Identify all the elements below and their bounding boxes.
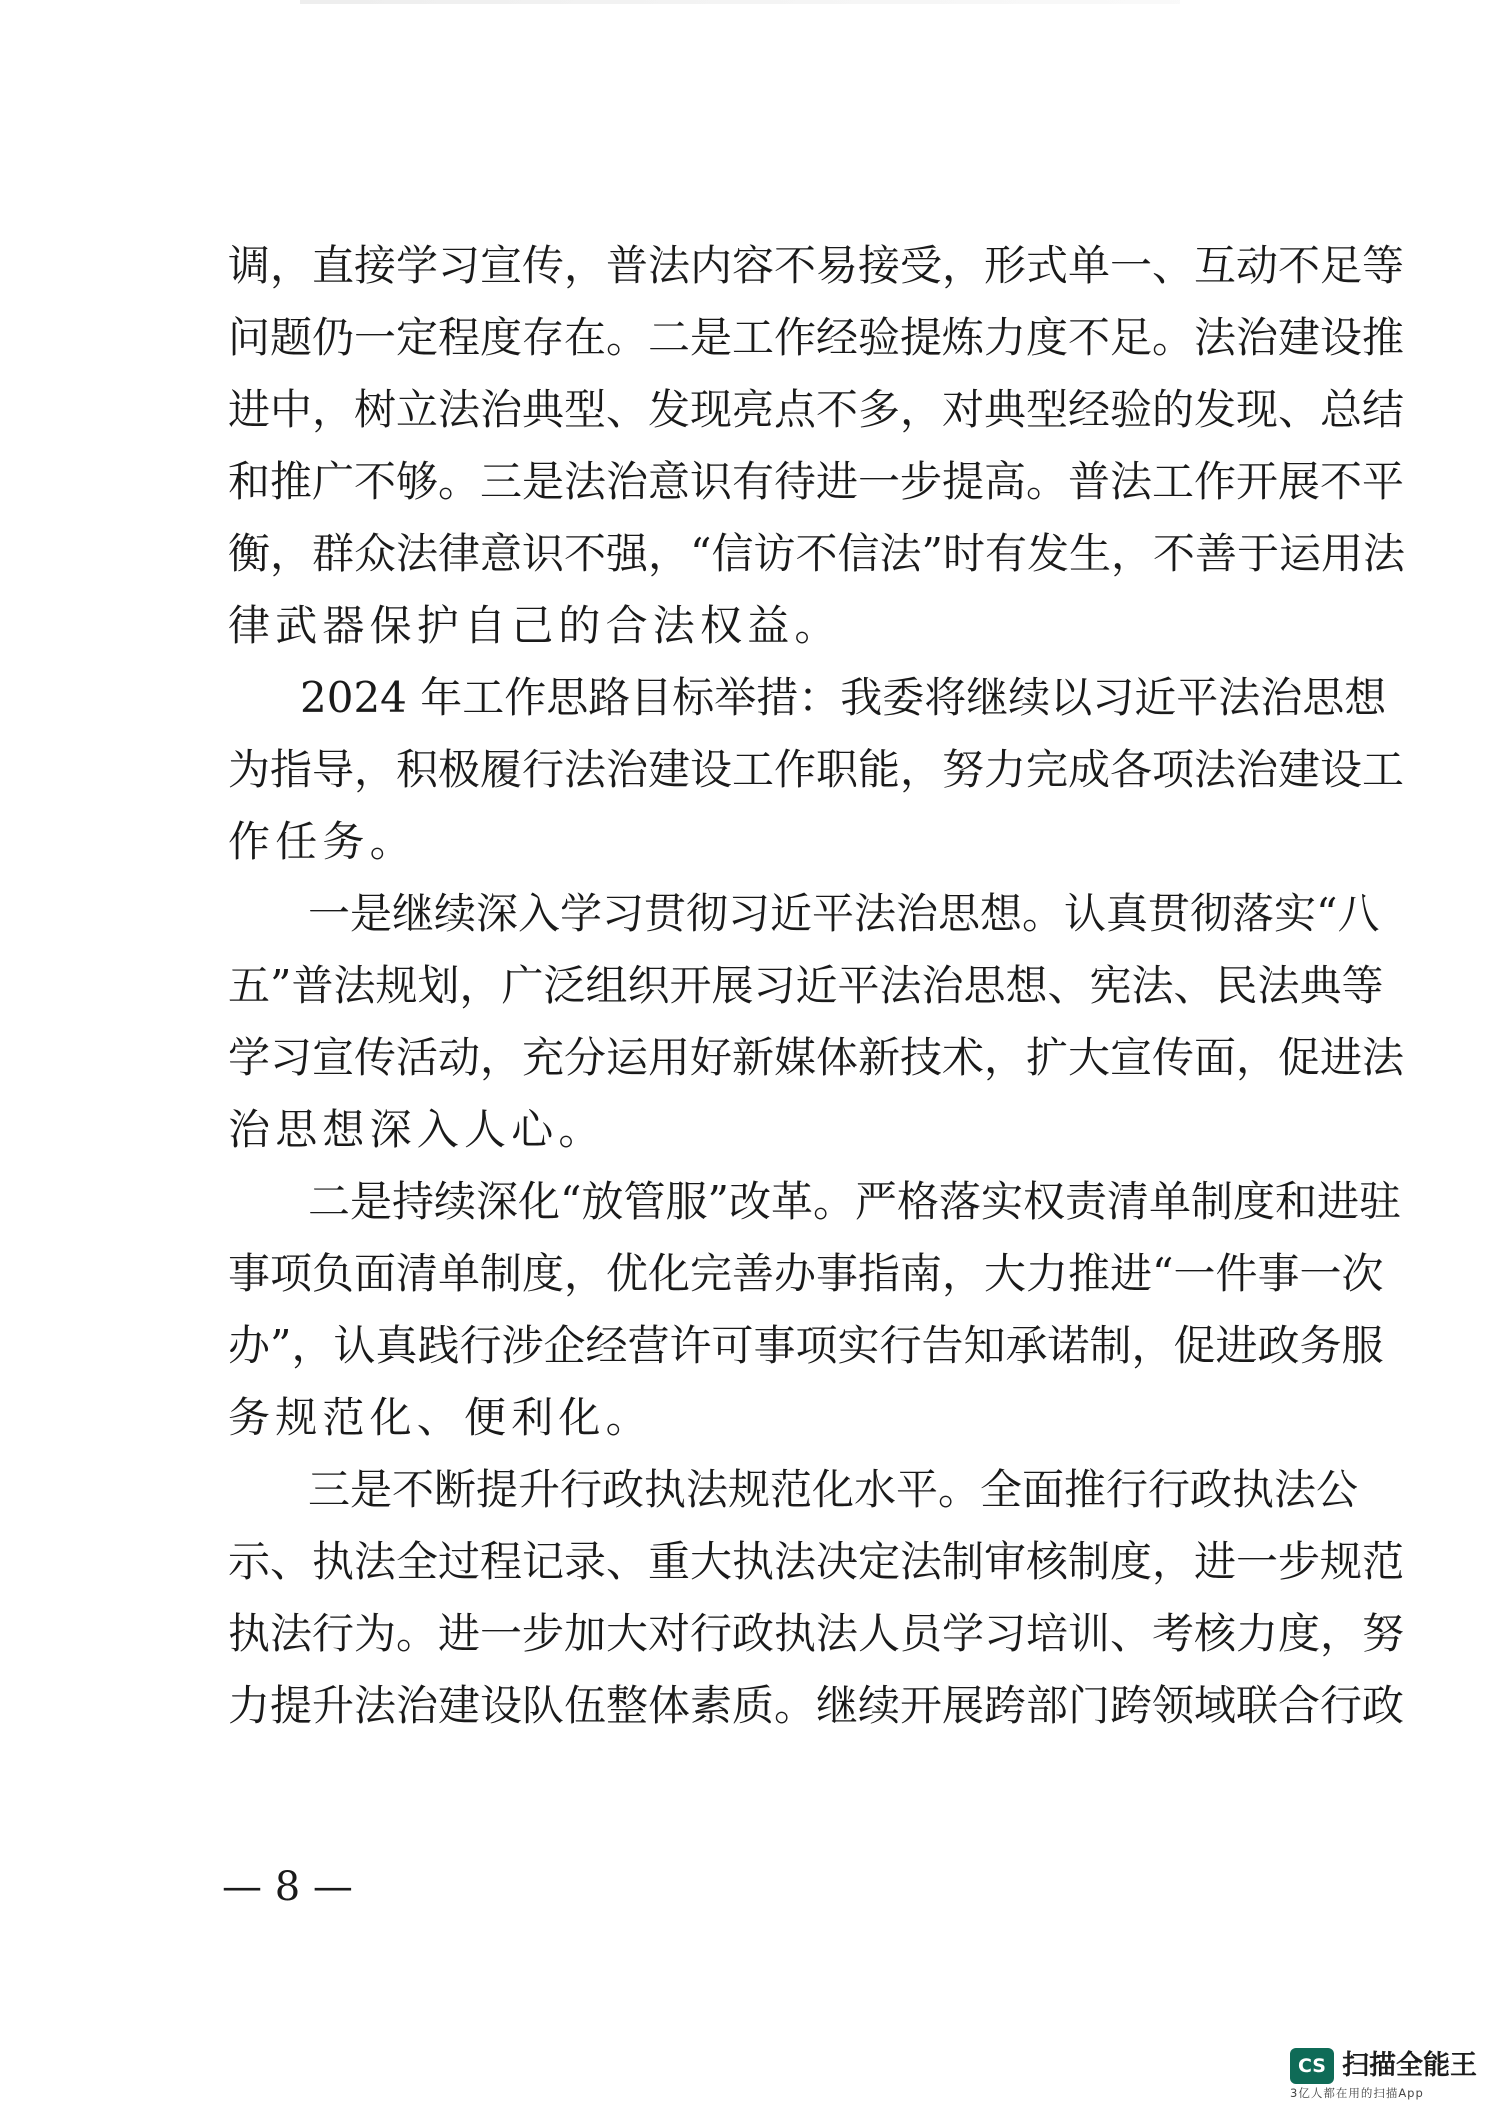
- text-line: 治思想深入人心。: [228, 1105, 606, 1154]
- text-line: 力提升法治建设队伍整体素质。继续开展跨部门跨领域联合行政: [228, 1681, 1405, 1730]
- paragraph-start-line: 三是不断提升行政执法规范化水平。全面推行行政执法公: [308, 1465, 1359, 1514]
- text-line: 五”普法规划，广泛组织开展习近平法治思想、宪法、民法典等: [228, 961, 1384, 1010]
- text-line: 事项负面清单制度，优化完善办事指南，大力推进“一件事一次: [228, 1249, 1384, 1298]
- text-line: 示、执法全过程记录、重大执法决定法制审核制度，进一步规范: [228, 1537, 1405, 1586]
- watermark-tagline: 3亿人都在用的扫描App: [1290, 2086, 1424, 2100]
- text-line: 务规范化、便利化。: [228, 1393, 653, 1442]
- text-line: 衡，群众法律意识不强，“信访不信法”时有发生，不善于运用法: [228, 529, 1405, 578]
- text-line: 学习宣传活动，充分运用好新媒体新技术，扩大宣传面，促进法: [228, 1033, 1405, 1082]
- page-number: — 8 —: [222, 1864, 353, 1910]
- text-line: 进中，树立法治典型、发现亮点不多，对典型经验的发现、总结: [228, 385, 1405, 434]
- scan-edge-mark: [300, 0, 1180, 4]
- camscanner-logo-icon: CS: [1290, 2048, 1334, 2084]
- paragraph-start-line: 二是持续深化“放管服”改革。严格落实权责清单制度和进驻: [308, 1177, 1401, 1226]
- text-line: 问题仍一定程度存在。二是工作经验提炼力度不足。法治建设推: [228, 313, 1405, 362]
- text-line: 律武器保护自己的合法权益。: [228, 601, 842, 650]
- text-line: 作任务。: [228, 817, 417, 866]
- paragraph-start-line: 一是继续深入学习贯彻习近平法治思想。认真贯彻落实“八: [308, 889, 1380, 938]
- text-line: 办”，认真践行涉企经营许可事项实行告知承诺制，促进政务服: [228, 1321, 1384, 1370]
- scanner-watermark: [1290, 2040, 1475, 2100]
- text-line: 调，直接学习宣传，普法内容不易接受，形式单一、互动不足等: [228, 241, 1405, 290]
- text-line: 和推广不够。三是法治意识有待进一步提高。普法工作开展不平: [228, 457, 1405, 506]
- watermark-app-name: 扫描全能王: [1342, 2050, 1477, 2081]
- paragraph-start-line: 2024 年工作思路目标举措：我委将继续以习近平法治思想: [300, 673, 1387, 722]
- text-line: 执法行为。进一步加大对行政执法人员学习培训、考核力度，努: [228, 1609, 1405, 1658]
- text-line: 为指导，积极履行法治建设工作职能，努力完成各项法治建设工: [228, 745, 1405, 794]
